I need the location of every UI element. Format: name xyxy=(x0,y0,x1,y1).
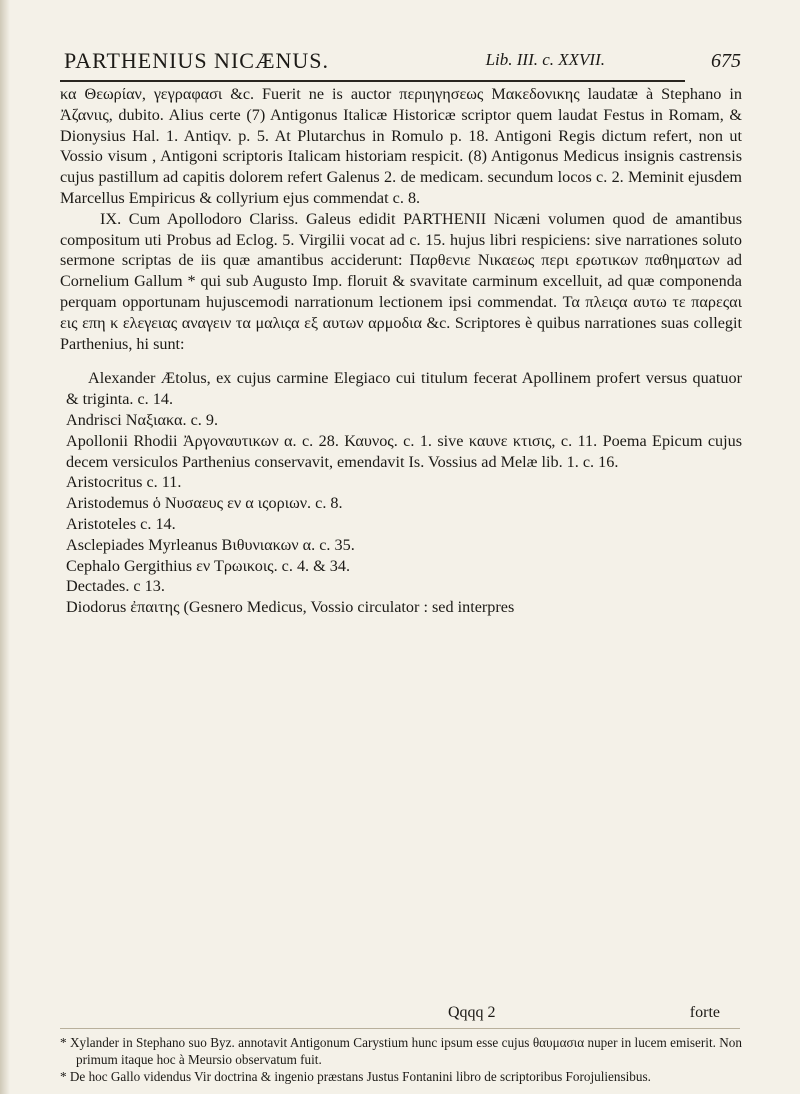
main-text xyxy=(60,84,742,618)
catchword: forte xyxy=(689,1004,720,1021)
footnote-xylander: * Xylander in Stephano suo Byz. annotavit Antigonum Carystium hunc ipsum esse cujus θαυμασια nuper in lucem emiserit. Non primum itaque hoc à Meursio observatum fuit. xyxy=(60,1035,742,1067)
footnotes xyxy=(60,1034,742,1085)
list-item: Diodorus ἐπαιτης (Gesnero Medicus, Vossio circulator : sed interpres xyxy=(66,598,515,617)
signature-mark: Qqqq 2 xyxy=(448,1004,496,1021)
running-title: PARTHENIUS NICÆNUS. xyxy=(64,48,330,73)
list-item: Dectades. c 13. xyxy=(66,577,165,596)
list-item: Asclepiades Myrleanus Βιθυνιακων α. c. 35. xyxy=(66,535,355,554)
page-number: 675 xyxy=(711,50,741,72)
chapter-reference: Lib. III. c. XXVII. xyxy=(485,50,605,69)
list-item: Andrisci Ναξιακα. c. 9. xyxy=(66,410,219,429)
paragraph-parthenius: IX. Cum Apollodoro Clariss. Galeus edidit PARTHENII Nicæni volumen quod de amantibus compositum uti Probus ad Eclog. 5. Virgilii vocat ad c. 15. hujus libri respiciens: sive narrationes soluto sermone scriptas de iis quæ amantibus acciderunt: Παρθενιε Νικαεως περι ερωτικων παθηματων ad Cornelium Gallum * qui sub Augusto Imp. floruit & svavitate carminum excelluit, ad quæ componenda perquam opportunam hujuscemodi narrationum lectionem ipsi commendat. Τα πλειςα αυτω τε παρεςαι εις επη κ ελεγειας αναγειν τα μαλιςα εξ αυτων αρμοδια &c. Scriptores è quibus narrationes suas collegit Parthenius, hi sunt: xyxy=(60,209,742,353)
footnote-divider xyxy=(60,1028,740,1029)
list-item: Cephalo Gergithius εν Τρωικοις. c. 4. & 34. xyxy=(66,556,351,575)
running-header xyxy=(60,48,741,82)
list-item: Alexander Ætolus, ex cujus carmine Elegiaco cui titulum fecerat Apollinem profert versus quatuor & triginta. c. 14. xyxy=(66,369,742,409)
page-binding-shadow xyxy=(0,0,10,1094)
list-item: Aristoteles c. 14. xyxy=(66,514,176,533)
footnote-gallus: * De hoc Gallo videndus Vir doctrina & ingenio præstans Justus Fontanini libro de scriptoribus Forojuliensibus. xyxy=(60,1069,651,1084)
list-item: Apollonii Rhodii Ἀργοναυτικων α. c. 28. Καυνος. c. 1. sive καυνε κτισις, c. 11. Poema Epicum cujus decem versiculos Parthenius conservavit, emendavit Is. Vossius ad Melæ lib. 1. c. 16. xyxy=(66,431,742,471)
paragraph-antigonus: κα Θεωρίαν, γεγραφασι &c. Fuerit ne is auctor περιηγησεως Μακεδονικης laudatæ à Stephano in Ἀζανιις, dubito. Alius certe (7) Antigonus Italicæ Historicæ scriptor quem laudat Festus in Romam, & Dionysius Hal. 1. Antiqv. p. 5. At Plutarchus in Romulo p. 18. Antigoni Regis dictum refert, non ut Vossio visum , Antigoni scriptoris Italicam historiam respicit. (8) Antigonus Medicus insignis castrensis cujus pastillum ad capitis dolorem refert Galenus 2. de medicam. secundum locos c. 2. Meminit ejusdem Marcellus Empiricus & collyrium ejus commendat c. 8. xyxy=(60,85,742,207)
list-item: Aristocritus c. 11. xyxy=(66,473,182,492)
author-list xyxy=(60,368,742,618)
list-item: Aristodemus ὁ Νυσαευς εν α ιςοριων. c. 8. xyxy=(66,494,343,513)
